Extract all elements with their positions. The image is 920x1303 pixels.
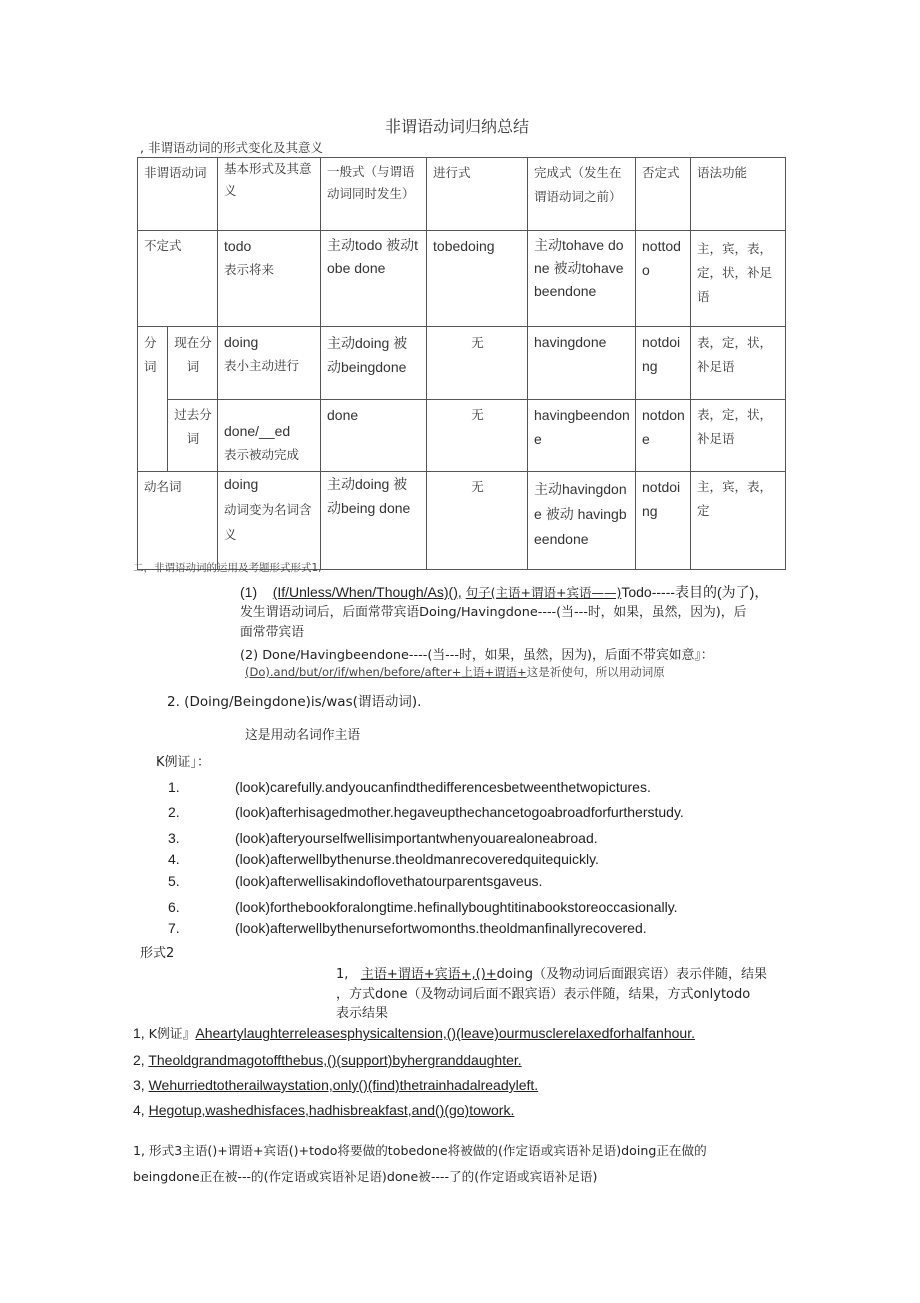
example-num: 3. (168, 830, 180, 846)
row-present-participle (138, 327, 786, 400)
form1-line1 (240, 582, 768, 602)
form1-imperative-note: 这是祈使句，所以用动词原 (526, 665, 665, 679)
header-negative: 否定式 (642, 165, 680, 180)
form2-example-2 (133, 1052, 522, 1068)
list-item (168, 804, 180, 820)
list-item (168, 873, 180, 889)
form2-num: 1, (336, 967, 349, 982)
simple-cell (321, 231, 427, 327)
list-item (235, 779, 651, 795)
gerund-basic-meaning: 动词变为名词含义 (224, 502, 312, 542)
form2-line1 (336, 963, 767, 982)
list-item (168, 830, 180, 846)
form1-imperative-pattern: (Do).and/but/or/if/when/before/after+上语+谓语+ (245, 665, 527, 679)
form1-conjunctions: (If/Unless/When/Though/As)(), (272, 584, 462, 600)
form2-example-text: Hegotup,washedhisfaces,hadhisbreakfast,and()(go)towork. (148, 1102, 515, 1118)
row-past-participle (138, 400, 786, 472)
form2-example-4 (133, 1102, 514, 1118)
example-num: 7. (168, 920, 180, 936)
infinitive-basic-meaning: 表示将来 (224, 262, 275, 277)
example-text: (look)afterwellisakindoflovethatourparentsgaveus. (235, 873, 543, 889)
row-label (138, 231, 218, 327)
list-item (168, 899, 180, 915)
perfect-cell (528, 472, 636, 570)
example-num: 5. (168, 873, 180, 889)
past-participle-basic: done/__ed (224, 423, 291, 439)
example-heading: K例证」： (156, 755, 211, 770)
gerund-name: 动名词 (144, 479, 182, 494)
infinitive-negative: nottodo (642, 238, 681, 278)
past-participle-name: 过去分词 (174, 407, 212, 446)
gerund-perfect: 主动havingdone 被动 havingbeendone (534, 481, 627, 547)
form1-line3: 面常带宾语 (240, 625, 304, 640)
past-participle-function: 表，定，状，补足语 (697, 407, 773, 446)
example-num: 1. (168, 779, 180, 795)
example-num: 4. (168, 851, 180, 867)
header-cell (427, 158, 528, 231)
gerund-function: 主，宾，表，定 (697, 479, 773, 518)
simple-cell (321, 472, 427, 570)
function-cell (691, 472, 786, 570)
present-participle-simple: 主动doing 被动beingdone (327, 335, 408, 375)
form1-line7: 这是用动名词作主语 (245, 728, 361, 743)
infinitive-function: 主，宾，表，定，状，补足语 (697, 241, 773, 304)
header-row (138, 158, 786, 231)
list-item (168, 851, 180, 867)
infinitive-basic: todo (224, 238, 252, 254)
list-item (235, 851, 599, 867)
forms-table (137, 157, 786, 570)
basic-cell (218, 400, 321, 472)
list-item (235, 830, 598, 846)
header-cell (218, 158, 321, 231)
present-participle-name: 现在分词 (174, 335, 212, 374)
form3-line1: 1, 形式3主语()+谓语+宾语()+todo将要做的tobedone将被做的(作定语或宾语补足语)doing正在做的 (133, 1143, 707, 1158)
header-cell (636, 158, 691, 231)
past-participle-progressive: 无 (471, 407, 484, 422)
form1-todo-purpose: Todo-----表目的(为了)， (621, 584, 769, 600)
simple-cell (321, 400, 427, 472)
progressive-cell (427, 231, 528, 327)
perfect-cell (528, 400, 636, 472)
form2-line3: 表示结果 (336, 1006, 389, 1021)
negative-cell (636, 472, 691, 570)
basic-cell (218, 231, 321, 327)
form2-example-1 (133, 1023, 695, 1042)
example-num: 2. (168, 804, 180, 820)
list-item (235, 920, 647, 936)
infinitive-simple: 主动todo 被动tobe done (327, 237, 419, 276)
present-participle-negative: notdoing (642, 334, 681, 374)
header-basic: 基本形式及其意义 (224, 161, 312, 198)
row-label (168, 327, 218, 400)
form2-heading: 形式2 (140, 946, 175, 961)
present-participle-basic: doing (224, 334, 259, 350)
row-infinitive (138, 231, 786, 327)
function-cell (691, 231, 786, 327)
form2-structure: 主语+谓语+宾语+,()+ (360, 967, 497, 982)
header-cell (691, 158, 786, 231)
progressive-cell (427, 472, 528, 570)
infinitive-name: 不定式 (144, 238, 182, 253)
form3-line2: beingdone正在被---的(作定语或宾语补足语)done被----了的(作定语或宾语补足语) (133, 1169, 598, 1184)
basic-cell (218, 327, 321, 400)
participle-group-cell (138, 327, 168, 472)
form1-line6: 2. (Doing/Beingdone)is/was(谓语动词). (167, 694, 422, 710)
header-perfect: 完成式（发生在谓语动词之前） (534, 165, 622, 204)
example-text: (look)afteryourselfwellisimportantwhenyouarealoneabroad. (235, 830, 598, 846)
list-item (235, 873, 542, 889)
header-function: 语法功能 (697, 165, 748, 180)
form2-line2: ，方式done（及物动词后面不跟宾语）表示伴随，结果，方式onlytodo (336, 987, 751, 1002)
participle-group-label: 分词 (144, 335, 157, 374)
example-text: (look)carefully.andyoucanfindthedifferencesbetweenthetwopictures. (235, 779, 651, 795)
list-item (168, 779, 180, 795)
header-cell (321, 158, 427, 231)
infinitive-progressive: tobedoing (433, 238, 495, 254)
gerund-progressive: 无 (471, 479, 484, 494)
form2-example-heading: K例证』 (148, 1027, 196, 1042)
past-participle-basic-meaning: 表示被动完成 (224, 447, 300, 462)
negative-cell (636, 231, 691, 327)
example-text: (look)afterwellbythenurse.theoldmanrecoveredquitequickly. (235, 851, 599, 867)
example-text: (look)forthebookforalongtime.hefinallyboughtitinabookstoreoccasionally. (235, 899, 678, 915)
row-label (138, 472, 218, 570)
function-cell (691, 400, 786, 472)
form1-line4: (2) Done/Havingbeendone----(当---时，如果，虽然，因为)，后面不带宾如意』： (240, 648, 714, 663)
perfect-cell (528, 327, 636, 400)
past-participle-negative: notdone (642, 407, 685, 447)
list-item (168, 920, 180, 936)
form2-example-text: Aheartylaughterreleasesphysicaltension,()(leave)ourmusclerelaxedforhalfanhour. (195, 1025, 695, 1041)
row-gerund (138, 472, 786, 570)
example-text: (look)afterwellbythenursefortwomonths.theoldmanfinallyrecovered. (235, 920, 647, 936)
perfect-cell (528, 231, 636, 327)
gerund-simple: 主动doing 被动being done (327, 476, 411, 516)
negative-cell (636, 327, 691, 400)
progressive-cell (427, 327, 528, 400)
progressive-cell (427, 400, 528, 472)
present-participle-perfect: havingdone (534, 334, 607, 350)
list-item (235, 899, 678, 915)
present-participle-function: 表，定，状，补足语 (697, 335, 773, 374)
present-participle-progressive: 无 (471, 335, 484, 350)
form1-line5 (245, 664, 665, 680)
header-cell (528, 158, 636, 231)
section1-heading: , 非谓语动词的形式变化及其意义 (140, 140, 323, 155)
form2-example-num: 3, (133, 1077, 145, 1093)
example-text: (look)afterhisagedmother.hegaveupthechancetogoabroadforfurtherstudy. (235, 804, 684, 820)
form2-example-num: 1, (133, 1025, 145, 1041)
form2-example-text: Theoldgrandmagotoffthebus,()(support)byhergranddaughter. (148, 1052, 522, 1068)
header-progressive: 进行式 (433, 165, 471, 180)
section2-heading: 二，非谓语动词的运用及考题形式形式1, (133, 562, 322, 574)
negative-cell (636, 400, 691, 472)
row-label (168, 400, 218, 472)
basic-cell (218, 472, 321, 570)
past-participle-simple: done (327, 407, 359, 423)
form2-doing-note: doing（及物动词后面跟宾语）表示伴随，结果 (496, 967, 767, 982)
form1-num-1: (1) (240, 584, 258, 600)
gerund-negative: notdoing (642, 479, 681, 519)
example-num: 6. (168, 899, 180, 915)
function-cell (691, 327, 786, 400)
form2-example-3 (133, 1077, 538, 1093)
form2-example-num: 2, (133, 1052, 145, 1068)
header-nonfinite: 非谓语动词 (144, 165, 207, 180)
simple-cell (321, 327, 427, 400)
form1-clause: 句子(主语+谓语+宾语——) (465, 585, 622, 600)
form2-example-num: 4, (133, 1102, 145, 1118)
header-cell (138, 158, 218, 231)
present-participle-basic-meaning: 表小主动进行 (224, 358, 300, 373)
gerund-basic: doing (224, 476, 259, 492)
infinitive-perfect: 主动tohave done 被动tohave beendone (534, 237, 624, 299)
page-title: 非谓语动词归纳总结 (385, 117, 530, 136)
header-simple: 一般式（与谓语动词同时发生） (327, 164, 415, 201)
form1-line2: 发生谓语动词后，后面常带宾语Doing/Havingdone----(当---时，如果，虽然，因为)，后 (240, 605, 747, 620)
form2-example-text: Wehurriedtotherailwaystation,only()(find)thetrainhadalreadyleft. (148, 1077, 539, 1093)
list-item (235, 804, 684, 820)
past-participle-perfect: havingbeendone (534, 407, 630, 447)
